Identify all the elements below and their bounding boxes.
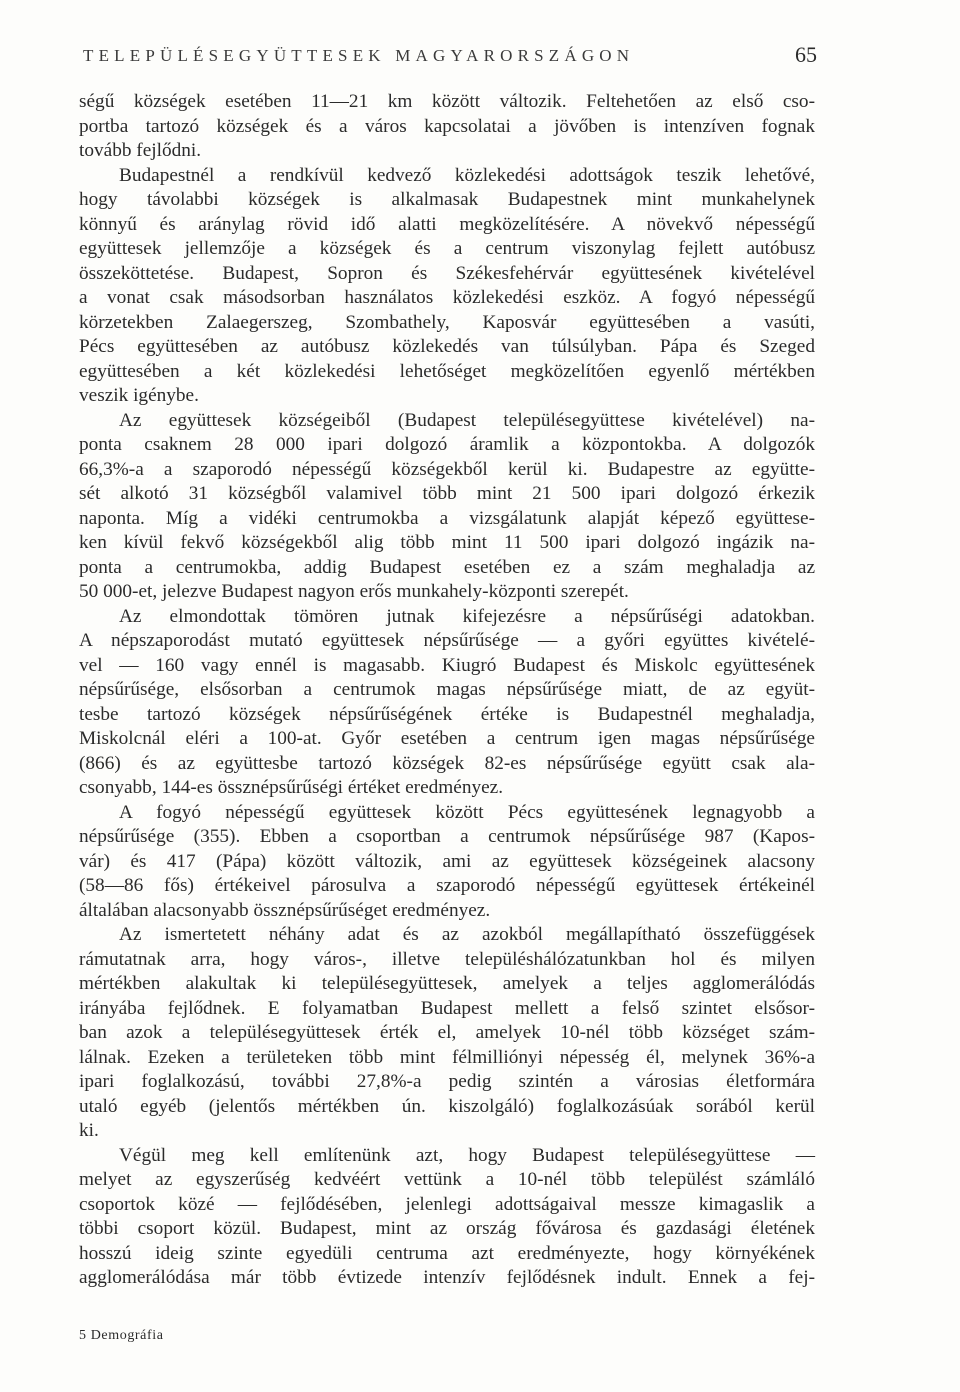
- text-line: Az együttesek községeiből (Budapest településegyüttese kivételével) na-: [119, 409, 815, 431]
- text-line: melyet az egyszerűség kedvéért vettünk a 10-nél több települést számláló: [79, 1169, 815, 1190]
- body-text: [79, 90, 815, 1291]
- text-line: tesbe tartozó községek népsűrűségének értéke is Budapestnél meghaladja,: [79, 703, 815, 725]
- text-line: Végül meg kell említenünk azt, hogy Budapest településegyüttese —: [119, 1144, 815, 1166]
- text-line: könnyű és aránylag rövid idő alatti megközelítésére. A növekvő népességű: [79, 213, 815, 235]
- text-line: hogy távolabbi községek is alkalmasak Budapestnek mint munkahelynek: [79, 189, 815, 210]
- text-line: Az elmondottak tömören jutnak kifejezésre a népsűrűségi adatokban.: [119, 605, 815, 627]
- text-line: utaló egyéb (jelentős mértékben ún. kiszolgáló) foglalkozásúak sorából kerül: [79, 1095, 815, 1117]
- text-line: (58—86 fős) értékeivel párosulva a szaporodó népességű együttesek értékeinél: [79, 875, 815, 896]
- text-line: lálnak. Ezeken a területeken több mint félmilliónyi népesség él, melynek 36%-a: [79, 1046, 815, 1068]
- text-line: csonyabb, 144-es össznépsűrűségi értéket eredményez.: [79, 777, 504, 798]
- text-line: ponta a centrumokba, addig Budapest esetében ez a szám meghaladja az: [79, 556, 815, 578]
- text-line: agglomerálódása már több évtizede intenzív fejlődésnek indult. Ennek a fej-: [79, 1267, 815, 1288]
- running-header: [83, 44, 817, 74]
- text-line: a vonat csak másodsorban használatos közlekedési eszköz. A fogyó népességű: [79, 287, 815, 308]
- text-line: Pécs együttesében az autóbusz közlekedés van túlsúlyban. Pápa és Szeged: [79, 336, 815, 357]
- text-line: népsűrűsége (355). Ebben a csoportban a centrumok népsűrűsége 987 (Kapos-: [79, 826, 815, 847]
- text-line: vár) és 417 (Pápa) között változik, ami az együttesek községeinek alacsony: [79, 850, 815, 872]
- text-line: A fogyó népességű együttesek között Pécs együttesének legnagyobb a: [119, 801, 815, 823]
- text-line: ségű községek esetében 11—21 km között változik. Feltehetően az első cso-: [79, 91, 815, 112]
- text-line: A népszaporodást mutató együttesek népsűrűsége — a győri együttes kivételé-: [79, 630, 815, 651]
- text-line: portba tartozó községek és a város kapcsolatai a jövőben is intenzíven fognak: [79, 115, 815, 137]
- text-line: csoportok közé — fejlődésében, jelenlegi adottságaival messze kimagaslik a: [79, 1193, 815, 1215]
- text-line: összeköttetése. Budapest, Sopron és Székesfehérvár együttesének kivételével: [79, 262, 815, 284]
- text-line: együttesek jellemzője a községek és a centrum viszonylag fejlett autóbusz: [79, 238, 815, 259]
- text-line: általában alacsonyabb össznépsűrűséget eredményez.: [79, 899, 491, 921]
- text-line: körzetekben Zalaegerszeg, Szombathely, Kaposvár együttesében a vasúti,: [79, 311, 815, 333]
- text-line: rámutatnak arra, hogy város-, illetve településhálózatunkban hol és milyen: [79, 948, 815, 970]
- text-line: naponta. Míg a vidéki centrumokba a vizsgálatunk alapját képező együttese-: [79, 507, 815, 529]
- text-line: Miskolcnál eléri a 100-at. Győr esetében a centrum igen magas népsűrűsége: [79, 728, 815, 749]
- text-line: 50 000-et, jelezve Budapest nagyon erős munkahely-központi szerepét.: [79, 581, 629, 602]
- text-line: ken kívül fekvő községekből alig több mint 11 500 ipari dolgozó ingázik na-: [79, 532, 815, 553]
- running-title: TELEPÜLÉSEGYÜTTESEK MAGYARORSZÁGON: [83, 46, 635, 65]
- text-line: irányába fejlődnek. E folyamatban Budapest mellett a felső szintet elsősor-: [79, 997, 815, 1019]
- text-line: többi csoport közül. Budapest, mint az ország fővárosa és gazdasági életének: [79, 1218, 815, 1239]
- text-line: vel — 160 vagy ennél is magasabb. Kiugró Budapest és Miskolc együttesének: [79, 654, 815, 676]
- text-line: ki.: [79, 1120, 99, 1141]
- text-line: hosszú ideig szinte egyedüli centruma azt eredményezte, hogy környékének: [79, 1242, 815, 1264]
- text-line: tovább fejlődni.: [79, 140, 202, 161]
- text-line: Budapestnél a rendkívül kedvező közlekedési adottságok teszik lehetővé,: [119, 164, 815, 186]
- text-line: sét alkotó 31 községből valamivel több mint 21 500 ipari dolgozó érkezik: [79, 483, 815, 504]
- text-line: (866) és az együttesbe tartozó községek 82-es népsűrűsége együtt csak ala-: [79, 752, 815, 774]
- page-number: 65: [795, 42, 817, 67]
- text-line: ipari foglalkozású, további 27,8%-a pedig szintén a városias életformára: [79, 1071, 815, 1092]
- text-line: 66,3%-a a szaporodó népességű községekből kerül ki. Budapestre az együtte-: [79, 458, 815, 480]
- text-line: Az ismertetett néhány adat és az azokból megállapítható összefüggések: [119, 924, 815, 945]
- text-line: ponta csaknem 28 000 ipari dolgozó áramlik a központokba. A dolgozók: [79, 434, 815, 455]
- text-line: veszik igénybe.: [79, 385, 199, 406]
- text-line: együttesében a két közlekedési lehetőséget megközelítően egyenlő mértékben: [79, 360, 815, 382]
- text-line: népsűrűsége, elsősorban a centrumok magas népsűrűsége miatt, de az együt-: [79, 679, 815, 700]
- text-line: ban azok a településegyüttesek érték el, amelyek 10-nél több községet szám-: [79, 1022, 815, 1043]
- signature-mark: 5 Demográfia: [79, 1328, 164, 1343]
- text-line: mértékben alakultak ki településegyüttesek, amelyek a teljes agglomerálódás: [79, 973, 815, 994]
